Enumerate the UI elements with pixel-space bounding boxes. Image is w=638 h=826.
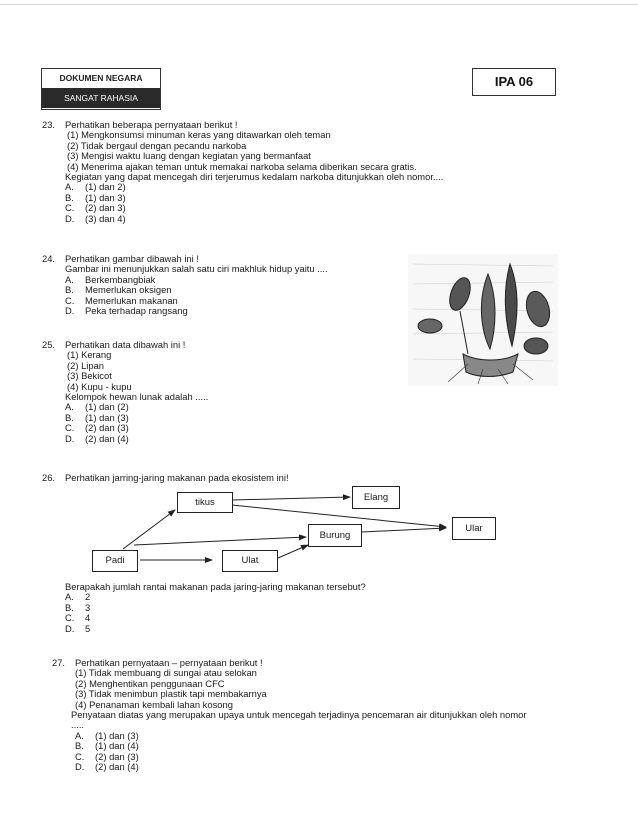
question-stem: Perhatikan jarring-jaring makanan pada ekosistem ini! [65,472,289,483]
statement: (4) Menerima ajakan teman untuk memakai narkoba selama diberikan secara gratis. [67,160,417,172]
option-letter: B. [65,284,74,296]
option-letter: B. [65,601,74,613]
statement: (2) Menghentikan penggunaan CFC [75,677,225,689]
statement: (2) Tidak bergaul dengan pecandu narkoba [67,139,247,151]
node-padi: Padi [92,550,138,572]
question-text: Kelompok hewan lunak adalah ..... [65,391,209,403]
option-letter: C. [75,750,85,762]
node-tikus: tikus [177,492,233,513]
arrow-burung-ular [362,528,446,532]
option-text: 5 [85,622,91,634]
list-item: (4) Kupu - kupu [67,380,132,392]
statement: (4) Penanaman kembali lahan kosong [75,698,233,710]
option-letter: C. [65,422,75,434]
question-26-body [65,582,366,634]
option-letter: B. [65,191,74,203]
question-stem: Perhatikan data dibawah ini ! [65,339,186,350]
question-dots: ..... [71,719,85,731]
question-27 [52,657,527,773]
option-text: Berkembangbiak [85,273,156,285]
doc-label: DOKUMEN NEGARA [59,73,143,83]
option-text: Memerlukan oksigen [85,284,172,296]
option-letter: A. [65,181,74,193]
option-letter: B. [75,740,84,752]
option-letter: A. [75,729,84,741]
option-text: (3) dan 4) [85,212,126,224]
option-text: 3 [85,601,91,613]
option-text: (2) dan (3) [85,422,129,434]
question-stem: Perhatikan beberapa pernyataan berikut ! [65,119,238,130]
option-letter: D. [65,622,75,634]
question-stem: Perhatikan gambar dibawah ini ! [65,253,199,264]
question-number: 26. [42,472,56,483]
question-text: Gambar ini menunjukkan salah satu ciri makhluk hidup yaitu .... [65,263,328,275]
option-letter: C. [65,294,75,306]
node-elang: Elang [352,486,400,509]
option-text: (1) dan 2) [85,181,126,193]
option-letter: A. [65,273,74,285]
option-d [75,762,527,772]
question-text: Kegiatan yang dapat mencegah diri terjerumus kedalam narkoba ditunjukkan oleh nomor.... [65,171,444,183]
list-item: (2) Lipan [67,359,105,371]
option-text: 2 [85,591,91,603]
list-item: (3) Bekicot [67,370,112,382]
question-text: Berapakah jumlah rantai makanan pada jaring-jaring makanan tersebut? [65,581,366,592]
option-letter: B. [65,411,74,423]
question-number: 24. [42,253,56,264]
question-number: 23. [42,119,56,130]
option-text: (1) dan (3) [95,729,139,741]
option-letter: D. [75,761,85,773]
option-b [65,603,366,613]
option-a [75,731,527,741]
option-text: Memerlukan makanan [85,294,178,306]
list-item: (1) Kerang [67,349,112,361]
option-c [75,752,527,762]
node-ulat: Ulat [222,550,278,572]
option-text: Peka terhadap rangsang [85,305,188,317]
arrow-ulat-burung [278,545,308,558]
option-letter: C. [65,612,75,624]
option-b [75,741,527,751]
option-letter: A. [65,591,74,603]
option-letter: A. [65,401,74,413]
arrow-padi-burung [134,537,306,545]
option-letter: D. [65,432,75,444]
option-letter: D. [65,212,75,224]
question-stem: Perhatikan pernyataan – pernyataan berikut ! [75,657,263,668]
statement: (3) Tidak menimbun plastik tapi membakarnya [75,688,267,700]
option-text: (1) dan (3) [85,411,129,423]
option-text: 4 [85,612,91,624]
option-text: (2) dan 3) [85,202,126,214]
option-text: (2) dan (4) [85,432,129,444]
statement: (3) Mengisi waktu luang dengan kegiatan yang bermanfaat [67,150,311,162]
node-ular: Ular [452,517,496,540]
subject-code: IPA 06 [472,68,556,96]
option-text: (2) dan (4) [95,761,139,773]
statement: (1) Tidak membuang di sungai atau selokan [75,667,257,679]
option-c [65,613,366,623]
question-number: 27. [52,657,66,668]
option-text: (1) dan (2) [85,401,129,413]
option-d [65,624,366,634]
option-letter: C. [65,202,75,214]
statement: (1) Mengkonsumsi minuman keras yang ditawarkan oleh teman [67,129,331,141]
question-number: 25. [42,339,56,350]
arrow-tikus-elang [232,497,350,500]
option-a [65,592,366,602]
option-text: (1) dan 3) [85,191,126,203]
secret-label: SANGAT RAHASIA [42,88,160,108]
option-text: (2) dan (3) [95,750,139,762]
question-text: Penyataan diatas yang merupakan upaya untuk mencegah terjadinya pencemaran air ditunjukkan oleh nomor [71,709,527,721]
option-letter: D. [65,305,75,317]
option-text: (1) dan (4) [95,740,139,752]
node-burung: Burung [308,524,362,547]
